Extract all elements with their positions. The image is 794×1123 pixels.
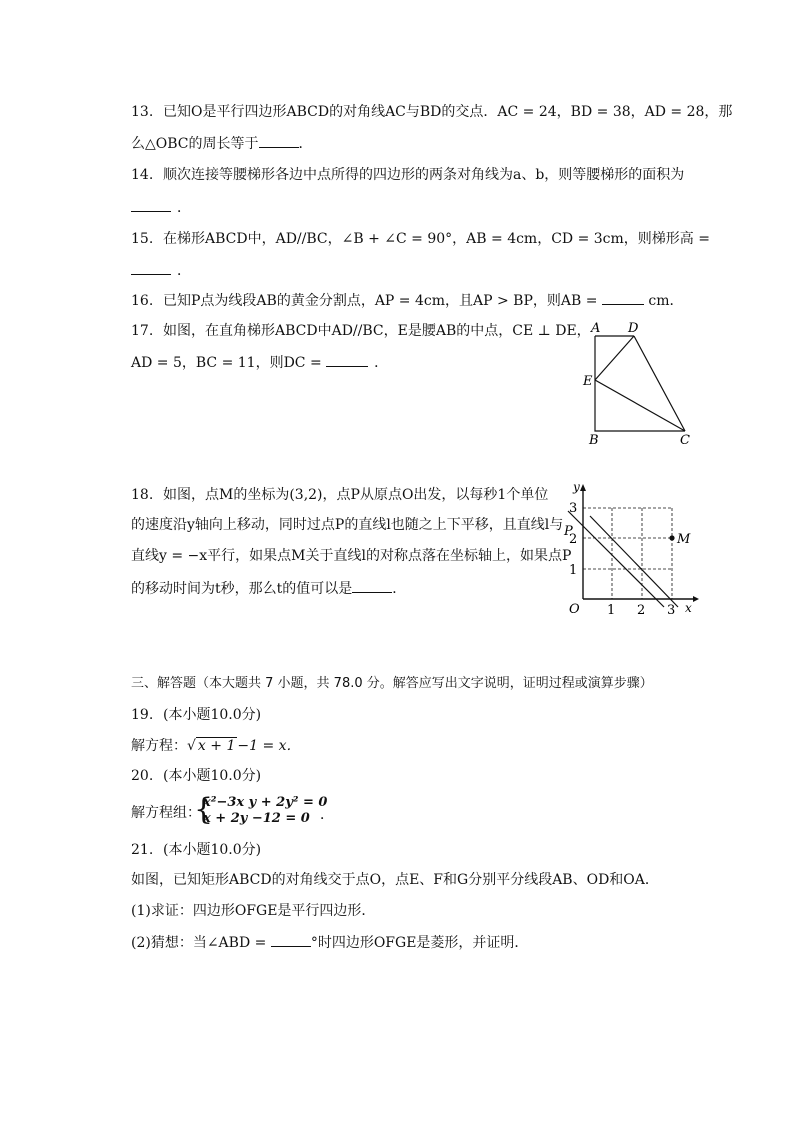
question-text: (2)猜想：当∠ABD = — [131, 935, 271, 951]
question-text: 的移动时间为t秒，那么t的值可以是 — [131, 581, 353, 597]
question-14-line1 — [131, 165, 684, 185]
answer-blank[interactable] — [131, 260, 171, 275]
equation-1: x²−3x y + 2y² = 0 — [203, 795, 328, 810]
question-text: ． — [374, 355, 389, 371]
line-y-neg-x — [590, 516, 678, 607]
question-text: 已知O是平行四边形ABCD的对角线AC与BD的交点．AC = 24，BD = 38，AD = 28，那 — [163, 104, 733, 120]
y-tick-2: 2 — [569, 532, 578, 547]
question-text: ． — [177, 200, 191, 216]
y-axis-label: y — [573, 480, 580, 494]
question-14-line2 — [131, 197, 191, 218]
question-number: 13. — [131, 104, 154, 120]
label-a: A — [591, 321, 601, 336]
question-21-header — [131, 840, 261, 860]
question-number: 17. — [131, 323, 154, 339]
question-score: (本小题10.0分) — [163, 707, 262, 723]
question-text: 如图，在直角梯形ABCD中AD//BC，E是腰AB的中点，CE ⊥ DE， — [163, 323, 591, 339]
question-18-line3 — [131, 546, 571, 566]
question-text: 的速度沿y轴向上移动，同时过点P的直线l也随之上下平移，且直线l与 — [131, 517, 564, 533]
question-18-line1 — [131, 485, 548, 505]
question-text: AD = 5，BC = 11，则DC = — [131, 355, 327, 371]
equation-2: x + 2y −12 = 0 — [203, 811, 310, 826]
question-text: 顺次连接等腰梯形各边中点所得的四边形的两条对角线为a、b，则等腰梯形的面积为 — [163, 167, 685, 183]
question-text: cm． — [643, 293, 684, 309]
point-m-label: M — [677, 532, 691, 547]
system-end: ． — [320, 807, 334, 823]
equation-rest: −1 = x． — [237, 738, 301, 754]
system-brace: { — [194, 792, 214, 827]
question-text: 解方程： — [131, 738, 187, 754]
answer-blank[interactable] — [352, 578, 392, 593]
question-text: °时四边形OFGE是菱形，并证明． — [310, 935, 529, 951]
question-21-stem: 如图，已知矩形ABCD的对角线交于点O，点E、F和G分别平分线段AB、OD和OA． — [131, 872, 659, 888]
trapezoid-figure — [580, 316, 700, 452]
question-17-line2 — [131, 352, 388, 373]
answer-blank[interactable] — [131, 197, 171, 212]
question-number: 16. — [131, 293, 154, 309]
grid-lines — [583, 508, 672, 599]
question-20-header — [131, 766, 261, 786]
question-15-line2 — [131, 260, 191, 281]
question-18-line4 — [131, 578, 406, 599]
question-number: 15. — [131, 231, 154, 247]
question-17-line1 — [131, 321, 591, 341]
question-13-line2 — [131, 133, 313, 154]
y-tick-1: 1 — [569, 563, 578, 578]
question-text: 直线y = −x平行，如果点M关于直线l的对称点落在坐标轴上，如果点P — [131, 548, 572, 564]
coordinate-figure — [560, 478, 700, 618]
question-21-part1: (1)求证：四边形OFGE是平行四边形． — [131, 903, 376, 919]
label-c: C — [680, 433, 690, 448]
answer-blank[interactable] — [271, 932, 311, 947]
question-number: 21. — [131, 842, 154, 858]
answer-blank[interactable] — [259, 133, 299, 148]
sqrt-content: x + 1 — [197, 738, 236, 754]
question-text: 在梯形ABCD中，AD//BC，∠B + ∠C = 90°，AB = 4cm，CD = 3cm，则梯形高 = — [163, 231, 710, 247]
question-number: 14. — [131, 167, 154, 183]
label-b: B — [589, 433, 599, 448]
question-19-body — [131, 736, 301, 756]
question-score: (本小题10.0分) — [163, 768, 262, 784]
y-tick-3: 3 — [569, 501, 578, 516]
question-text: 解方程组： — [131, 805, 201, 821]
point-m — [669, 535, 674, 540]
question-text: 已知P点为线段AB的黄金分割点，AP = 4cm，且AP > BP，则AB = — [163, 293, 602, 309]
question-text: 如图，点M的坐标为(3,2)，点P从原点O出发，以每秒1个单位 — [163, 487, 549, 503]
section-3-title: 三、解答题（本大题共 7 小题，共 78.0 分。解答应写出文字说明，证明过程或演算步骤） — [131, 676, 653, 691]
origin-label: O — [569, 602, 580, 617]
point-p-label: P — [564, 524, 573, 539]
question-text: ． — [298, 136, 313, 152]
label-e: E — [583, 374, 593, 389]
x-tick-1: 1 — [607, 603, 616, 618]
x-tick-3: 3 — [667, 603, 676, 618]
question-number: 19. — [131, 707, 154, 723]
question-20-prompt — [131, 803, 201, 823]
question-text: ． — [392, 581, 407, 597]
x-tick-2: 2 — [637, 603, 646, 618]
sqrt-symbol: √ — [187, 738, 196, 754]
question-15-line1 — [131, 229, 710, 249]
question-21-part2 — [131, 932, 528, 953]
question-18-line2 — [131, 515, 563, 535]
equation-system — [203, 795, 327, 827]
question-number: 18. — [131, 487, 154, 503]
question-16-line1 — [131, 290, 683, 311]
answer-blank[interactable] — [326, 352, 368, 367]
question-19-header — [131, 705, 261, 725]
answer-blank[interactable] — [602, 290, 644, 305]
question-text: 么△OBC的周长等于 — [131, 136, 259, 152]
question-number: 20. — [131, 768, 154, 784]
question-text: ． — [177, 263, 191, 279]
question-13-line1 — [131, 102, 732, 122]
label-d: D — [628, 321, 639, 336]
question-score: (本小题10.0分) — [163, 842, 262, 858]
x-axis-label: x — [685, 601, 692, 615]
